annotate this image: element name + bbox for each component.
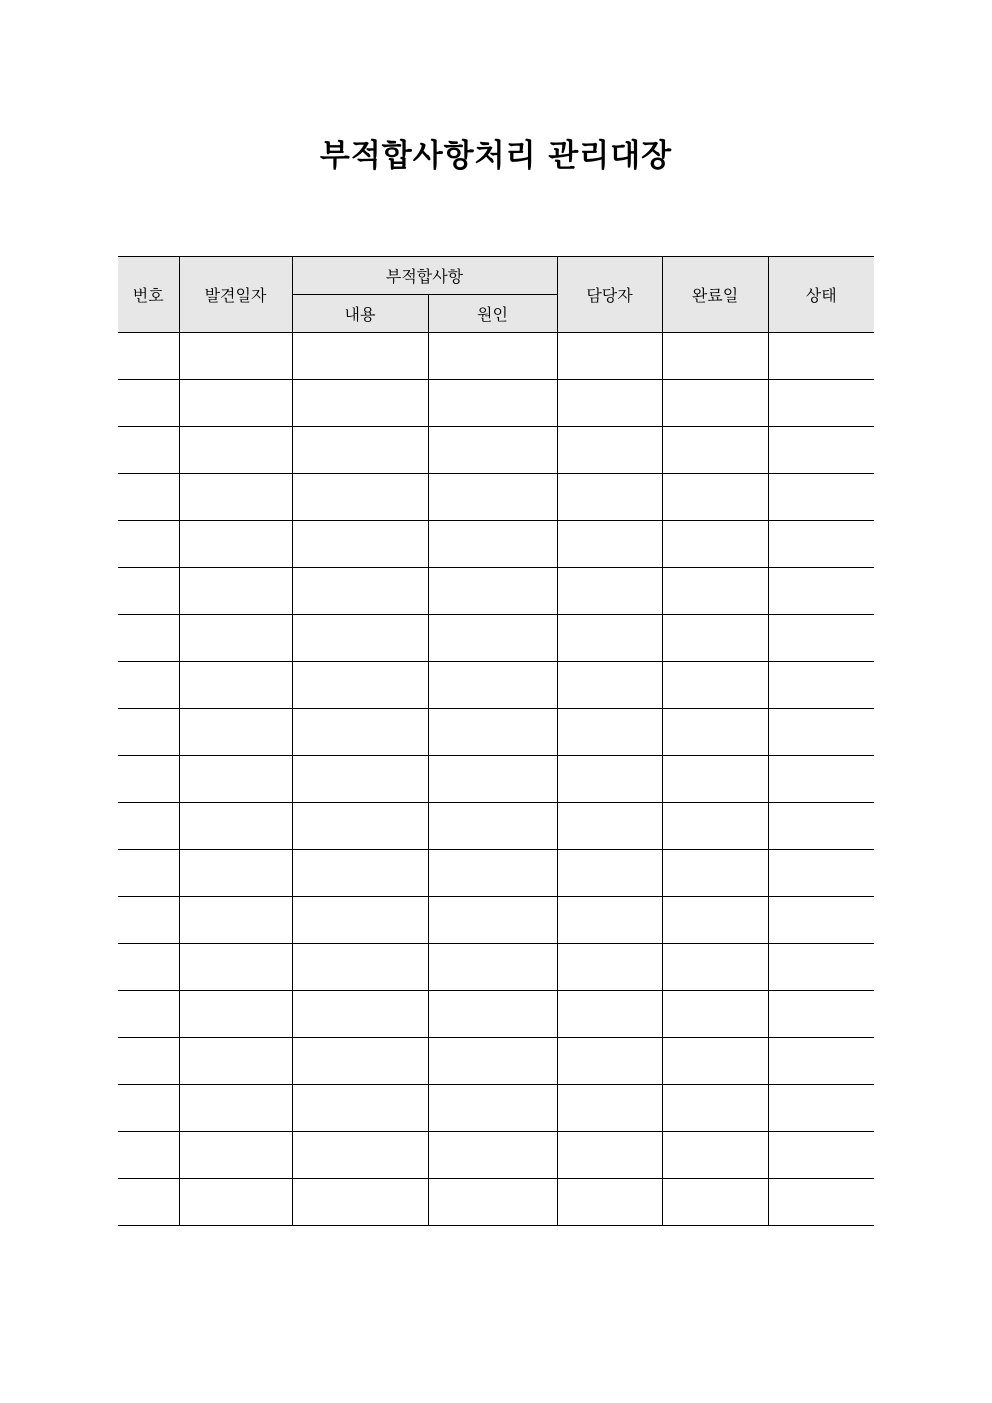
cell-status[interactable] <box>768 944 874 991</box>
cell-completion-date[interactable] <box>662 1179 768 1226</box>
cell-found-date[interactable] <box>179 897 292 944</box>
cell-cause[interactable] <box>428 1038 557 1085</box>
cell-cause[interactable] <box>428 427 557 474</box>
cell-content[interactable] <box>292 521 428 568</box>
cell-cause[interactable] <box>428 568 557 615</box>
table-row <box>118 850 874 897</box>
cell-completion-date[interactable] <box>662 756 768 803</box>
cell-cause[interactable] <box>428 1132 557 1179</box>
cell-completion-date[interactable] <box>662 1038 768 1085</box>
ledger-body <box>118 333 874 1226</box>
cell-manager[interactable] <box>557 1038 662 1085</box>
cell-number[interactable] <box>118 1132 179 1179</box>
cell-completion-date[interactable] <box>662 427 768 474</box>
cell-status[interactable] <box>768 1132 874 1179</box>
table-row <box>118 615 874 662</box>
cell-found-date[interactable] <box>179 709 292 756</box>
cell-status[interactable] <box>768 803 874 850</box>
cell-number[interactable] <box>118 1085 179 1132</box>
cell-content[interactable] <box>292 1038 428 1085</box>
header-completion-date: 완료일 <box>662 257 768 333</box>
cell-status[interactable] <box>768 1038 874 1085</box>
cell-status[interactable] <box>768 1085 874 1132</box>
cell-content[interactable] <box>292 333 428 380</box>
cell-cause[interactable] <box>428 709 557 756</box>
cell-status[interactable] <box>768 662 874 709</box>
cell-found-date[interactable] <box>179 991 292 1038</box>
cell-found-date[interactable] <box>179 756 292 803</box>
cell-found-date[interactable] <box>179 521 292 568</box>
table-row <box>118 474 874 521</box>
cell-found-date[interactable] <box>179 1179 292 1226</box>
cell-completion-date[interactable] <box>662 662 768 709</box>
cell-manager[interactable] <box>557 333 662 380</box>
table-row <box>118 1038 874 1085</box>
cell-manager[interactable] <box>557 662 662 709</box>
cell-manager[interactable] <box>557 944 662 991</box>
table-row <box>118 427 874 474</box>
cell-content[interactable] <box>292 615 428 662</box>
cell-manager[interactable] <box>557 1179 662 1226</box>
table-row <box>118 380 874 427</box>
cell-manager[interactable] <box>557 991 662 1038</box>
table-row <box>118 709 874 756</box>
cell-cause[interactable] <box>428 1085 557 1132</box>
cell-cause[interactable] <box>428 1179 557 1226</box>
table-row <box>118 1085 874 1132</box>
cell-manager[interactable] <box>557 427 662 474</box>
cell-completion-date[interactable] <box>662 803 768 850</box>
cell-content[interactable] <box>292 662 428 709</box>
cell-number[interactable] <box>118 333 179 380</box>
cell-content[interactable] <box>292 709 428 756</box>
cell-status[interactable] <box>768 615 874 662</box>
cell-manager[interactable] <box>557 568 662 615</box>
cell-status[interactable] <box>768 521 874 568</box>
cell-manager[interactable] <box>557 615 662 662</box>
cell-found-date[interactable] <box>179 944 292 991</box>
header-nonconformity: 부적합사항 <box>292 257 557 295</box>
cell-status[interactable] <box>768 850 874 897</box>
cell-content[interactable] <box>292 474 428 521</box>
cell-status[interactable] <box>768 474 874 521</box>
table-row <box>118 991 874 1038</box>
cell-cause[interactable] <box>428 756 557 803</box>
table-row <box>118 333 874 380</box>
cell-content[interactable] <box>292 568 428 615</box>
header-number: 번호 <box>118 257 179 333</box>
table-row <box>118 1132 874 1179</box>
cell-manager[interactable] <box>557 1132 662 1179</box>
cell-found-date[interactable] <box>179 1132 292 1179</box>
table-row <box>118 521 874 568</box>
header-manager: 담당자 <box>557 257 662 333</box>
cell-status[interactable] <box>768 380 874 427</box>
cell-found-date[interactable] <box>179 1038 292 1085</box>
cell-content[interactable] <box>292 1085 428 1132</box>
table-row <box>118 756 874 803</box>
cell-number[interactable] <box>118 662 179 709</box>
cell-cause[interactable] <box>428 803 557 850</box>
cell-number[interactable] <box>118 615 179 662</box>
cell-completion-date[interactable] <box>662 568 768 615</box>
cell-found-date[interactable] <box>179 803 292 850</box>
cell-manager[interactable] <box>557 380 662 427</box>
header-cause: 원인 <box>428 295 557 333</box>
cell-number[interactable] <box>118 850 179 897</box>
cell-status[interactable] <box>768 991 874 1038</box>
cell-number[interactable] <box>118 568 179 615</box>
cell-number[interactable] <box>118 756 179 803</box>
nonconformity-ledger-table <box>118 256 874 1226</box>
cell-content[interactable] <box>292 944 428 991</box>
cell-completion-date[interactable] <box>662 991 768 1038</box>
table-row <box>118 662 874 709</box>
cell-manager[interactable] <box>557 709 662 756</box>
cell-content[interactable] <box>292 1132 428 1179</box>
cell-cause[interactable] <box>428 662 557 709</box>
cell-completion-date[interactable] <box>662 521 768 568</box>
cell-status[interactable] <box>768 756 874 803</box>
table-row <box>118 568 874 615</box>
cell-cause[interactable] <box>428 850 557 897</box>
cell-found-date[interactable] <box>179 850 292 897</box>
cell-completion-date[interactable] <box>662 333 768 380</box>
cell-completion-date[interactable] <box>662 897 768 944</box>
cell-manager[interactable] <box>557 474 662 521</box>
cell-found-date[interactable] <box>179 333 292 380</box>
cell-content[interactable] <box>292 756 428 803</box>
cell-manager[interactable] <box>557 897 662 944</box>
cell-found-date[interactable] <box>179 380 292 427</box>
cell-content[interactable] <box>292 427 428 474</box>
cell-content[interactable] <box>292 850 428 897</box>
cell-status[interactable] <box>768 897 874 944</box>
header-status: 상태 <box>768 257 874 333</box>
cell-manager[interactable] <box>557 521 662 568</box>
cell-cause[interactable] <box>428 991 557 1038</box>
cell-content[interactable] <box>292 1179 428 1226</box>
cell-number[interactable] <box>118 1038 179 1085</box>
cell-found-date[interactable] <box>179 427 292 474</box>
cell-completion-date[interactable] <box>662 380 768 427</box>
cell-completion-date[interactable] <box>662 615 768 662</box>
cell-found-date[interactable] <box>179 568 292 615</box>
cell-found-date[interactable] <box>179 662 292 709</box>
cell-content[interactable] <box>292 803 428 850</box>
cell-manager[interactable] <box>557 1085 662 1132</box>
cell-number[interactable] <box>118 474 179 521</box>
cell-number[interactable] <box>118 803 179 850</box>
cell-manager[interactable] <box>557 803 662 850</box>
cell-number[interactable] <box>118 991 179 1038</box>
cell-status[interactable] <box>768 709 874 756</box>
cell-cause[interactable] <box>428 615 557 662</box>
cell-status[interactable] <box>768 1179 874 1226</box>
cell-cause[interactable] <box>428 380 557 427</box>
cell-content[interactable] <box>292 897 428 944</box>
cell-cause[interactable] <box>428 521 557 568</box>
cell-completion-date[interactable] <box>662 709 768 756</box>
cell-cause[interactable] <box>428 333 557 380</box>
cell-completion-date[interactable] <box>662 1132 768 1179</box>
cell-manager[interactable] <box>557 756 662 803</box>
cell-number[interactable] <box>118 897 179 944</box>
cell-status[interactable] <box>768 568 874 615</box>
cell-number[interactable] <box>118 709 179 756</box>
cell-completion-date[interactable] <box>662 850 768 897</box>
cell-manager[interactable] <box>557 850 662 897</box>
header-row-top <box>118 257 874 295</box>
cell-cause[interactable] <box>428 474 557 521</box>
cell-completion-date[interactable] <box>662 1085 768 1132</box>
cell-completion-date[interactable] <box>662 474 768 521</box>
cell-number[interactable] <box>118 944 179 991</box>
cell-number[interactable] <box>118 1179 179 1226</box>
header-content: 내용 <box>292 295 428 333</box>
cell-cause[interactable] <box>428 944 557 991</box>
cell-status[interactable] <box>768 333 874 380</box>
table-row <box>118 897 874 944</box>
cell-found-date[interactable] <box>179 615 292 662</box>
header-found-date: 발견일자 <box>179 257 292 333</box>
table-row <box>118 803 874 850</box>
cell-number[interactable] <box>118 380 179 427</box>
cell-completion-date[interactable] <box>662 944 768 991</box>
document-title: 부적합사항처리 관리대장 <box>319 138 673 174</box>
table-row <box>118 944 874 991</box>
cell-cause[interactable] <box>428 897 557 944</box>
cell-found-date[interactable] <box>179 1085 292 1132</box>
cell-content[interactable] <box>292 991 428 1038</box>
cell-content[interactable] <box>292 380 428 427</box>
cell-number[interactable] <box>118 427 179 474</box>
cell-found-date[interactable] <box>179 474 292 521</box>
table-row <box>118 1179 874 1226</box>
cell-status[interactable] <box>768 427 874 474</box>
cell-number[interactable] <box>118 521 179 568</box>
